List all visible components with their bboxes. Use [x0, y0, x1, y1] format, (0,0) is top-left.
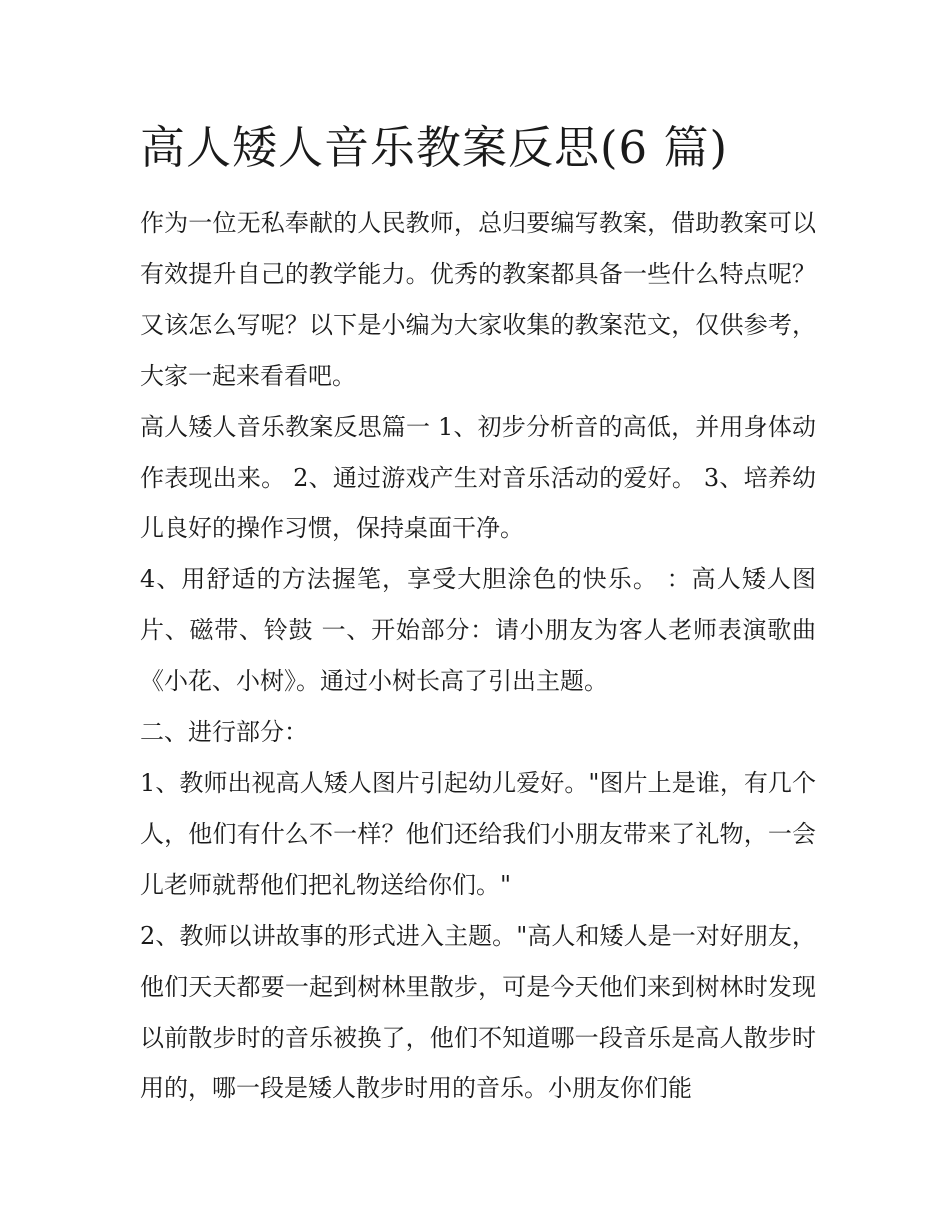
paragraph-step-2: 2、教师以讲故事的形式进入主题。"高人和矮人是一对好朋友，他们天天都要一起到树林里散步，可是今天他们来到树林时发现以前散步时的音乐被换了，他们不知道哪一段音乐是高人散步时用的，哪一段是矮人散步时用的音乐。小朋友你们能 [140, 921, 816, 1103]
paragraph-goals-2: 4、用舒适的方法握笔，享受大胆涂色的快乐。 ：高人矮人图片、磁带、铃鼓 一、开始部分：请小朋友为客人老师表演歌曲《小花、小树》。通过小树长高了引出主题。 [140, 565, 816, 696]
paragraph-goals-1: 高人矮人音乐教案反思篇一 1、初步分析音的高低，并用身体动作表现出来。 2、通过游戏产生对音乐活动的爱好。 3、培养幼儿良好的操作习惯，保持桌面干净。 [140, 412, 816, 543]
section-heading-progress: 二、进行部分： [140, 718, 308, 747]
document-body [140, 198, 816, 1114]
intro-paragraph: 作为一位无私奉献的人民教师，总归要编写教案，借助教案可以有效提升自己的教学能力。优秀的教案都具备一些什么特点呢？又该怎么写呢？以下是小编为大家收集的教案范文，仅供参考，大家一起来看看吧。 [140, 209, 816, 390]
document-title: 高人矮人音乐教案反思(6 篇) [140, 121, 729, 174]
paragraph-step-1: 1、教师出视高人矮人图片引起幼儿爱好。"图片上是谁，有几个人，他们有什么不一样？他们还给我们小朋友带来了礼物，一会儿老师就帮他们把礼物送给你们。" [140, 768, 816, 899]
